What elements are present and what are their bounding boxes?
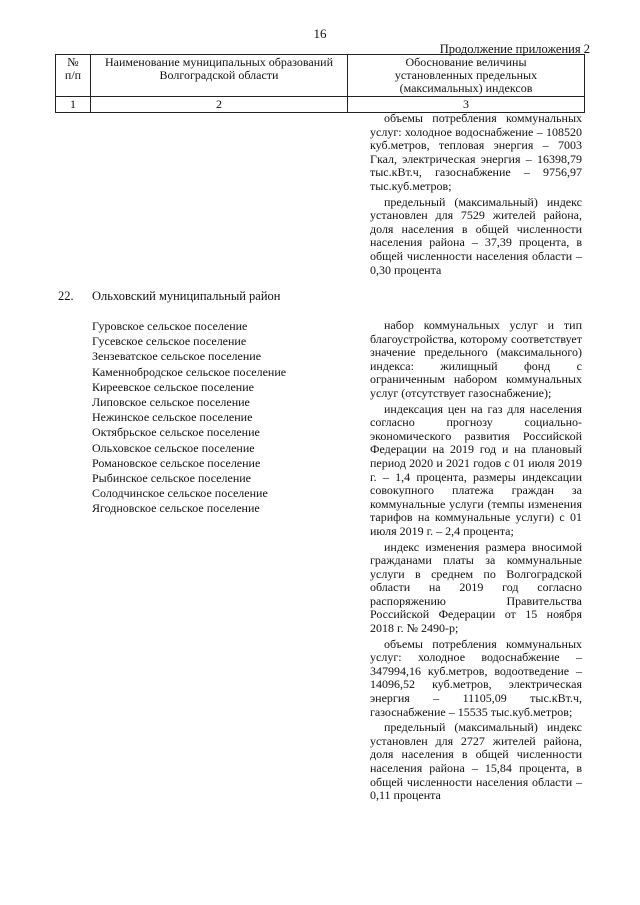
- consumption-paragraph: объемы потребления коммунальных услуг: холодное водоснабжение – 108520 куб.метров, тепловая энергия – 7003 Гкал, электрическая энергия – 16398,79 тыс.кВт.ч, газоснабжение – 9756,97 тыс.куб.метров;: [370, 111, 582, 193]
- settlement-list: [92, 319, 286, 517]
- list-item: Гуровское сельское поселение: [92, 319, 248, 333]
- consumption-paragraph: объемы потребления коммунальных услуг: холодное водоснабжение – 347994,16 куб.метров, водоотведение – 14096,52 куб.метров, электрическая энергия – 11105,09 тыс.кВт.ч, газоснабжение – 15535 тыс.куб.метров;: [370, 636, 582, 719]
- index-paragraph: предельный (максимальный) индекс установлен для 2727 жителей района, доля населения в общей численности населения района – 15,84 процента, в общей численности населения области – 0,11 процента: [370, 720, 582, 803]
- list-item: Нежинское сельское поселение: [92, 410, 253, 425]
- header-col-justification: Обоснование величины установленных предельных (максимальных) индексов: [348, 55, 585, 97]
- list-item: Октябрьское сельское поселение: [92, 425, 260, 440]
- gas-indexation-paragraph: индексация цен на газ для населения согласно прогнозу социально-экономического развития Российской Федерации на 2019 год и на плановый период 2020 и 2021 годов с 01 июля 2019 г. – 1,4 процента, размеры индексации совокупного платежа граждан за коммунальные услуги (темпы изменения тарифов на коммунальные услуги) с 01 июля 2019 г. – 2,4 процента;: [370, 401, 582, 538]
- row-number: 22.: [58, 289, 74, 303]
- top-justification-block: [370, 112, 582, 277]
- list-item: Липовское сельское поселение: [92, 395, 250, 410]
- list-item: Гусевское сельское поселение: [92, 334, 247, 349]
- header-num-1: 1: [56, 97, 91, 113]
- header-num-3: 3: [348, 97, 585, 113]
- page-number: 16: [313, 26, 327, 41]
- list-item: Каменнобродское сельское поселение: [92, 364, 287, 379]
- list-item: Ягодновское сельское поселение: [92, 501, 260, 516]
- list-item: Ольховское сельское поселение: [92, 440, 255, 455]
- payment-index-paragraph: индекс изменения размера вносимой гражданами платы за коммунальные услуги в среднем по Волгоградской области на 2019 год согласно распоряжению Правительства Российской Федерации от 15 ноября 2018 г. № 2490-р;: [370, 539, 582, 636]
- list-item: Романовское сельское поселение: [92, 455, 261, 470]
- index-paragraph: предельный (максимальный) индекс установлен для 7529 жителей района, доля населения в общей численности населения района – 37,39 процента, в общей численности населения области – 0,30 процента: [370, 194, 582, 277]
- list-item: Рыбинское сельское поселение: [92, 471, 251, 486]
- district-name: Ольховский муниципальный район: [92, 289, 281, 303]
- continuation-label: Продолжение приложения 2: [439, 42, 590, 56]
- list-item: Киреевское сельское поселение: [92, 379, 254, 394]
- utility-set-paragraph: набор коммунальных услуг и тип благоустройства, которому соответствует значение предельного (максимального) индекса: жилищный фонд с ограниченным набором коммунальных услуг (отсутствует газоснабжение);: [370, 318, 582, 400]
- header-col-number: № п/п: [56, 55, 91, 97]
- header-col-name: Наименование муниципальных образований Волгоградской области: [91, 55, 348, 97]
- header-num-2: 2: [91, 97, 348, 113]
- justification-block: [370, 319, 582, 803]
- table-header: [55, 54, 585, 113]
- list-item: Солодчинское сельское поселение: [92, 486, 268, 501]
- list-item: Зензеватское сельское поселение: [92, 349, 262, 364]
